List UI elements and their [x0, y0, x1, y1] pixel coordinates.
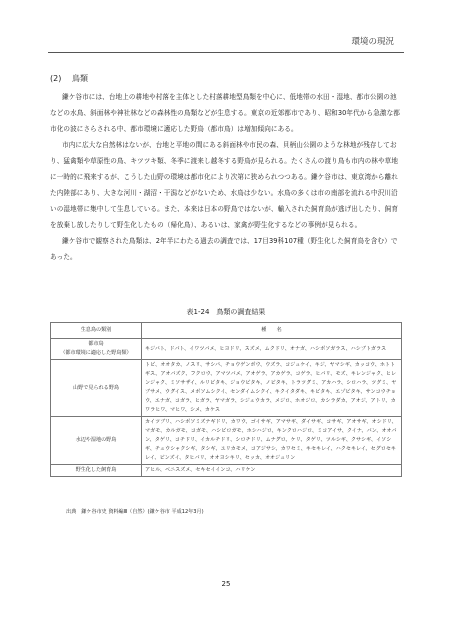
category-cell: 水辺や湿地の野鳥: [51, 417, 142, 465]
category-cell: 山野で見られる野鳥: [51, 360, 142, 417]
column-header-species: 種 名: [142, 323, 402, 339]
category-cell: 野生化した飼育鳥: [51, 465, 142, 477]
paragraph: 鎌ケ谷市で観察された鳥類は、2年半にわたる過去の調査では、17目39科107種（野生化した飼育鳥を含む）であった。: [50, 237, 398, 261]
column-header-category: 生息鳥の類別: [51, 323, 142, 339]
paragraph: 鎌ケ谷市には、台地上の耕地や村落を主体とした村落耕地型鳥類を中心に、低地帯の水田・湿地、都市公園の池などの水鳥、斜面林や神社林などの森林性の鳥類などが生息する。東京の近郊都市であり、昭和30年代から急激な都市化の波にさらされる中、都市環境に適応した野鳥（都市鳥）は増加傾向にある。: [50, 93, 400, 133]
table-source-note: 出典 鎌ケ谷市史 資料編Ⅲ（自然）(鎌ケ谷市 平成12年3月): [66, 509, 204, 515]
bird-survey-table: [50, 322, 402, 477]
species-cell: トビ、オオタカ、ノスリ、サシバ、チョウゲンボウ、ウズラ、コジュケイ、キジ、ヤマシギ、カッコウ、ホトトギス、アオバズク、フクロウ、アマツバメ、アオゲラ、アカゲラ、コゲラ、ヒバリ、モズ、キレンジャク、ヒレンジャク、ミソサザイ、ルリビタキ、ジョウビタキ、ノビタキ、トラツグミ、アカハラ、シロハラ、ツグミ、ヤブサメ、ウグイス、メボソムシクイ、センダイムシクイ、キクイタダキ、キビタキ、エゾビタキ、サンコウチョウ、エナガ、コガラ、ヒガラ、ヤマガラ、シジュウカラ、メジロ、ホオジロ、カシラダカ、アオジ、アトリ、カワラヒワ、マヒワ、シメ、カケス: [142, 360, 402, 417]
section-title: 鳥類: [72, 74, 88, 83]
species-cell: アヒル、ベニスズメ、セキセイインコ、ハリケン: [142, 465, 402, 477]
table-row: [51, 465, 402, 477]
page-number: 25: [221, 580, 231, 588]
header-divider: [48, 52, 404, 53]
section-heading: [50, 73, 88, 84]
table-title: 表1-24 鳥類の調査結果: [186, 308, 266, 316]
table-row: [51, 360, 402, 417]
species-cell: カイツブリ、ハシボソミズナギドリ、カワウ、ゴイサギ、アマサギ、ダイサギ、コサギ、アオサギ、オシドリ、マガモ、カルガモ、コガモ、ハシビロガモ、ホシハジロ、キンクロハジロ、ミコアイサ、クイナ、バン、オオバン、タゲリ、コチドリ、イカルチドリ、シロチドリ、ムナグロ、ケリ、タゲリ、ツルシギ、クサシギ、イソシギ、チュウシャクシギ、タシギ、ユリカモメ、コアジサシ、カワセミ、キセキレイ、ハクセキレイ、セグロセキレイ、ビンズイ、タヒバリ、オオヨシキリ、セッカ、オオジュリン: [142, 417, 402, 465]
category-cell: 都市鳥 （都市環境に適応した野鳥類）: [51, 339, 142, 360]
body-text: [50, 89, 400, 265]
table-header-row: [51, 323, 402, 339]
table-row: [51, 417, 402, 465]
page-header-title: 環境の現況: [351, 37, 394, 47]
table-row: [51, 339, 402, 360]
paragraph: 市内に広大な自然林はないが、台地と平地の間にある斜面林や市民の森、貝柄山公園のような林地が残存しており、猛禽類や草原性の鳥、キツツキ類、冬季に渡来し越冬する野鳥が見られる。たくさんの渡り鳥も市内の林や草地に一時的に飛来するが、こうした山野の環境は都市化により次第に狭められつつある。鎌ケ谷市は、東京湾から離れた内陸部にあり、大きな河川・湖沼・干潟などがないため、水鳥は少ない。水鳥の多くは市の南部を流れる中沢川沿いの湿地帯に集中して生息している。また、本来は日本の野鳥ではないが、輸入された飼育鳥が逃げ出したり、飼育を放棄し放したりして野生化したもの（帰化鳥）、あるいは、家禽が野生化するなどの事例が見られる。: [50, 141, 399, 229]
species-cell: キジバト、ドバト、イワツバメ、ヒヨドリ、スズメ、ムクドリ、オナガ、ハシボソガラス、ハシブトガラス: [142, 339, 402, 360]
section-number: (2): [50, 74, 62, 83]
